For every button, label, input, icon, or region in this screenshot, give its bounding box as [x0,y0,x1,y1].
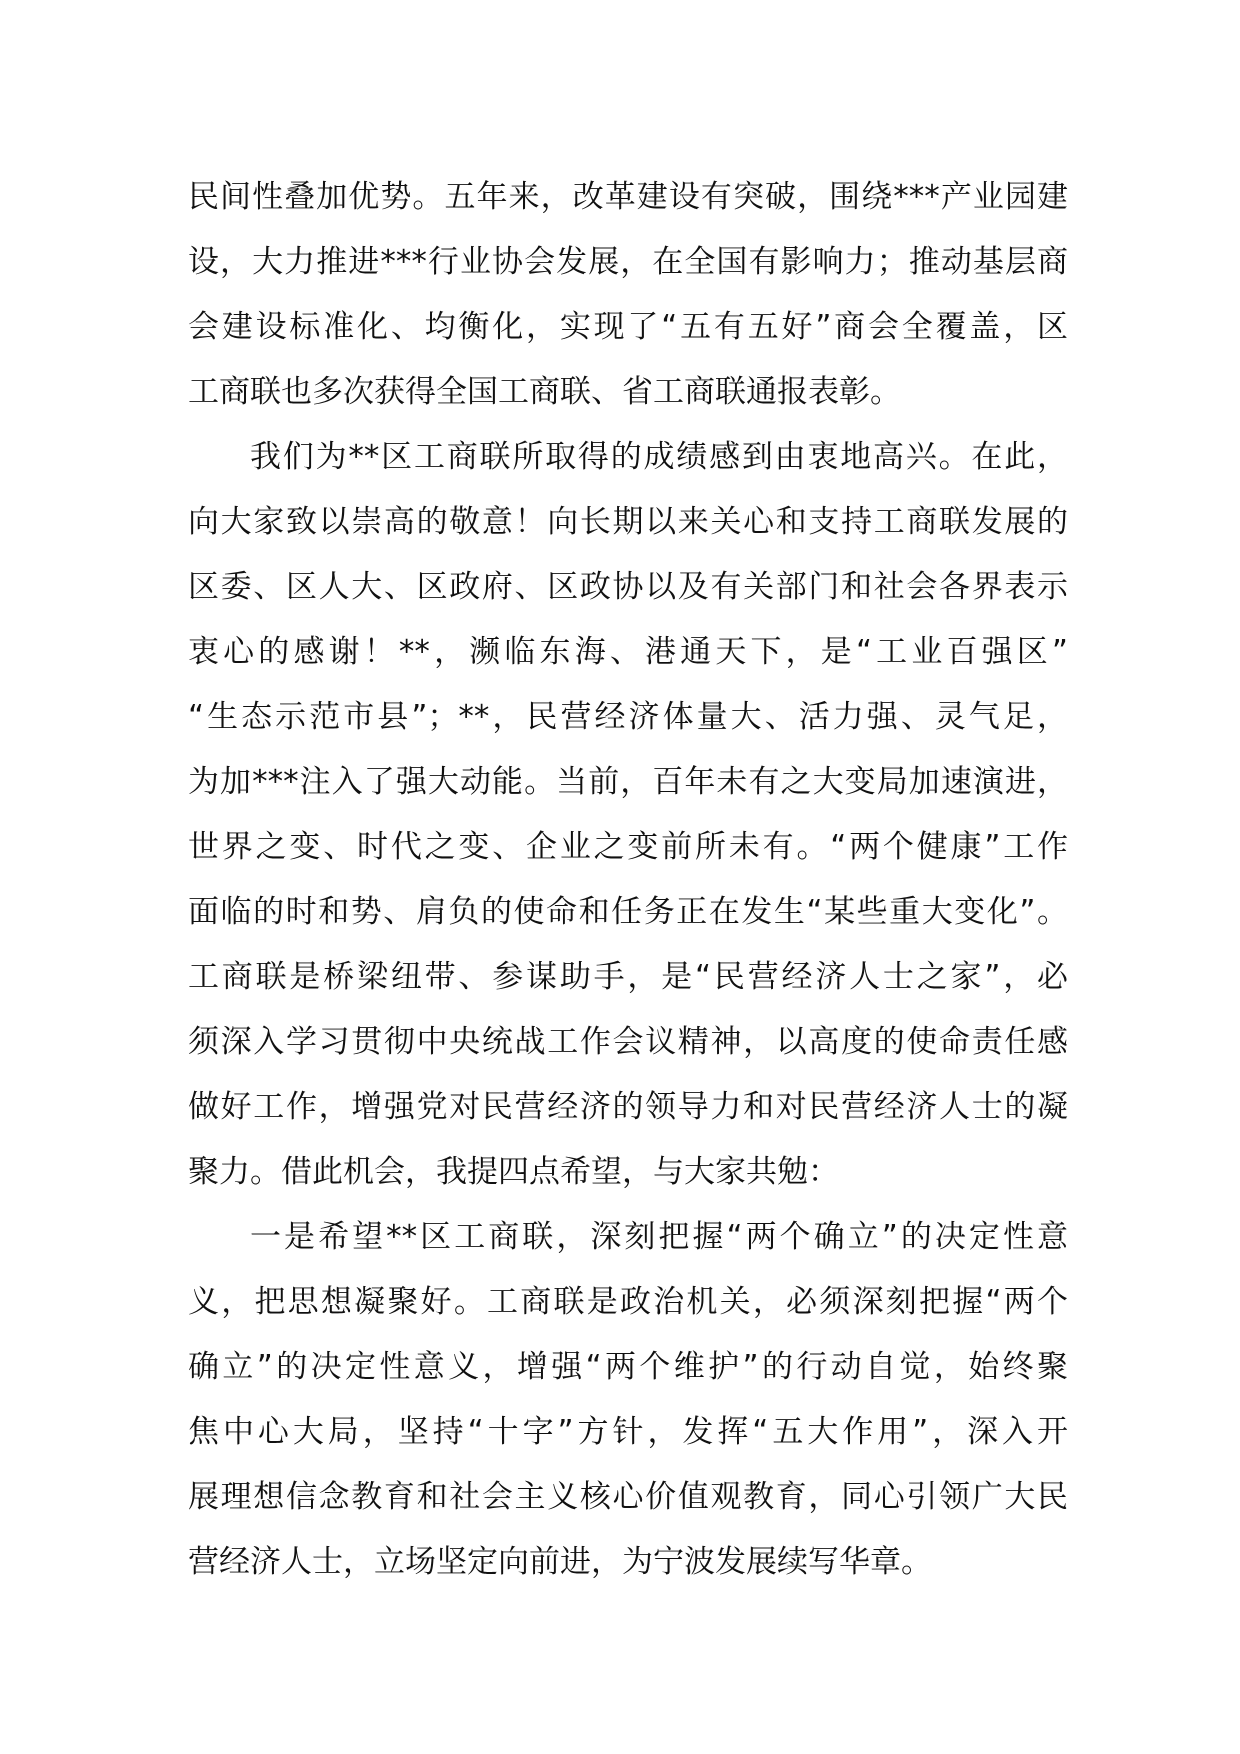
text-line: 焦中心大局，坚持“十字”方针，发挥“五大作用”，深入开 [188,1414,1068,1450]
paragraph-1 [188,165,1068,425]
paragraph-3 [188,1205,1068,1595]
text-line: 设，大力推进***行业协会发展，在全国有影响力；推动基层商 [188,244,1068,280]
text-line: 面临的时和势、肩负的使命和任务正在发生“某些重大变化”。 [188,894,1068,930]
text-line: 我们为**区工商联所取得的成绩感到由衷地高兴。在此， [250,439,1068,475]
text-line: 会建设标准化、均衡化，实现了“五有五好”商会全覆盖，区 [188,309,1068,345]
text-line: 工商联是桥梁纽带、参谋助手，是“民营经济人士之家”，必 [188,959,1068,995]
text-line: 展理想信念教育和社会主义核心价值观教育，同心引领广大民 [188,1479,1068,1515]
text-line: 衷心的感谢！**，濒临东海、港通天下，是“工业百强区” [188,634,1068,670]
text-line: 向大家致以崇高的敬意！向长期以来关心和支持工商联发展的 [188,504,1068,540]
text-line: 区委、区人大、区政府、区政协以及有关部门和社会各界表示 [188,569,1068,605]
text-line: 工商联也多次获得全国工商联、省工商联通报表彰。 [188,374,901,410]
text-line: 世界之变、时代之变、企业之变前所未有。“两个健康”工作 [188,829,1068,865]
document-body [188,165,1068,1595]
text-line: 确立”的决定性意义，增强“两个维护”的行动自觉，始终聚 [188,1349,1068,1385]
text-line: “生态示范市县”；**，民营经济体量大、活力强、灵气足， [188,699,1068,735]
text-line: 须深入学习贯彻中央统战工作会议精神，以高度的使命责任感 [188,1024,1068,1060]
text-line: 做好工作，增强党对民营经济的领导力和对民营经济人士的凝 [188,1089,1068,1125]
text-line: 为加***注入了强大动能。当前，百年未有之大变局加速演进， [188,764,1068,800]
text-line: 义，把思想凝聚好。工商联是政治机关，必须深刻把握“两个 [188,1284,1068,1320]
text-line: 一是希望**区工商联，深刻把握“两个确立”的决定性意 [250,1219,1068,1255]
text-line: 营经济人士，立场坚定向前进，为宁波发展续写华章。 [188,1544,932,1580]
paragraph-2 [188,425,1068,1205]
text-line: 民间性叠加优势。五年来，改革建设有突破，围绕***产业园建 [188,179,1068,215]
text-line: 聚力。借此机会，我提四点希望，与大家共勉： [188,1154,839,1190]
